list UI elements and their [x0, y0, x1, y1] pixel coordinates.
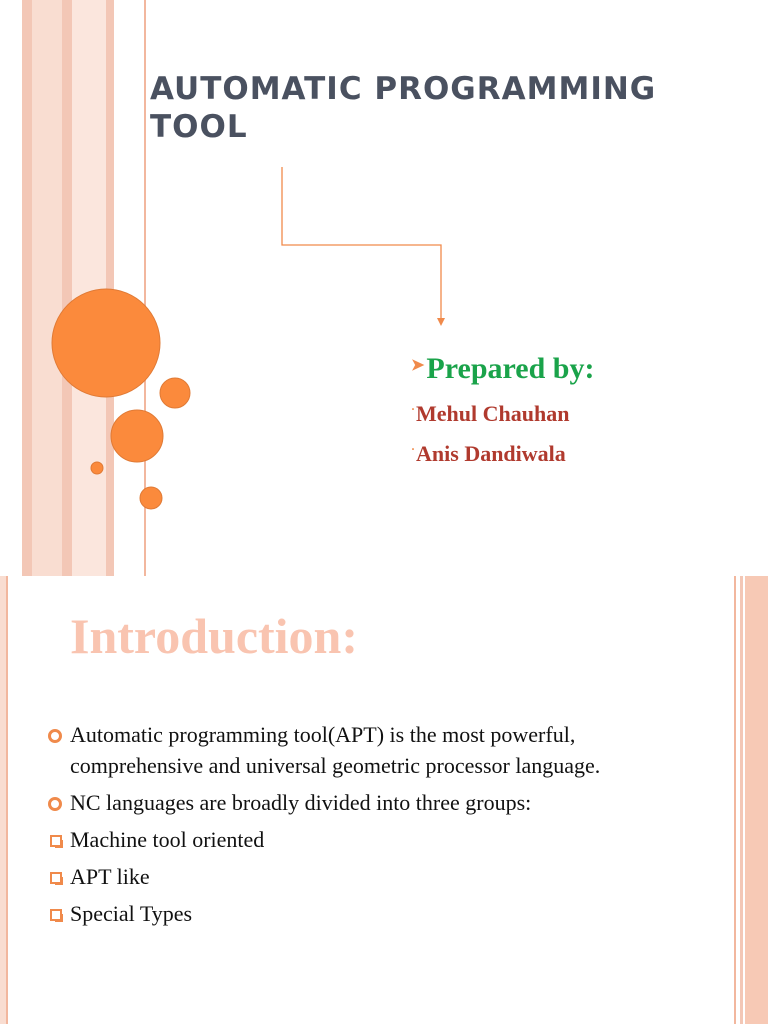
square-bullet-icon: [50, 835, 62, 847]
circle-bullet-icon: [48, 729, 62, 743]
author-item: [411, 435, 566, 468]
author-item: [411, 395, 569, 428]
dot-bullet-icon: ·: [411, 402, 416, 416]
slide-title-line-1: AUTOMATIC PROGRAMMING: [150, 71, 657, 107]
circle-bullet-icon: [48, 797, 62, 811]
bullet-item: [48, 719, 708, 781]
bullet-text: NC languages are broadly divided into three groups:: [70, 790, 532, 815]
dot-bullet-icon: ·: [411, 442, 416, 456]
slide-title-line-2: TOOL: [150, 109, 248, 145]
decorative-stripes-left: [0, 576, 14, 1024]
bullet-text: APT like: [70, 864, 150, 889]
square-bullet-icon: [50, 909, 62, 921]
bullet-item: [48, 898, 708, 929]
bullet-text: Machine tool oriented: [70, 827, 265, 852]
bullet-list: [48, 719, 708, 935]
arrow-bullet-icon: ➤: [411, 357, 425, 374]
author-name: Anis Dandiwala: [416, 441, 566, 466]
bullet-item: [48, 824, 708, 855]
bullet-text: Automatic programming tool(APT) is the most powerful, comprehensive and universal geometric processor language.: [70, 722, 601, 778]
bullet-item: [48, 787, 708, 818]
bullet-text: Special Types: [70, 901, 193, 926]
prepared-by-heading: [411, 346, 594, 389]
bullet-item: [48, 861, 708, 892]
introduction-slide: [0, 576, 768, 1024]
decorative-stripes-right: [730, 576, 768, 1024]
square-bullet-icon: [50, 872, 62, 884]
introduction-title: Introduction:: [70, 608, 359, 664]
author-name: Mehul Chauhan: [416, 401, 570, 426]
prepared-by-label: Prepared by:: [426, 352, 595, 385]
